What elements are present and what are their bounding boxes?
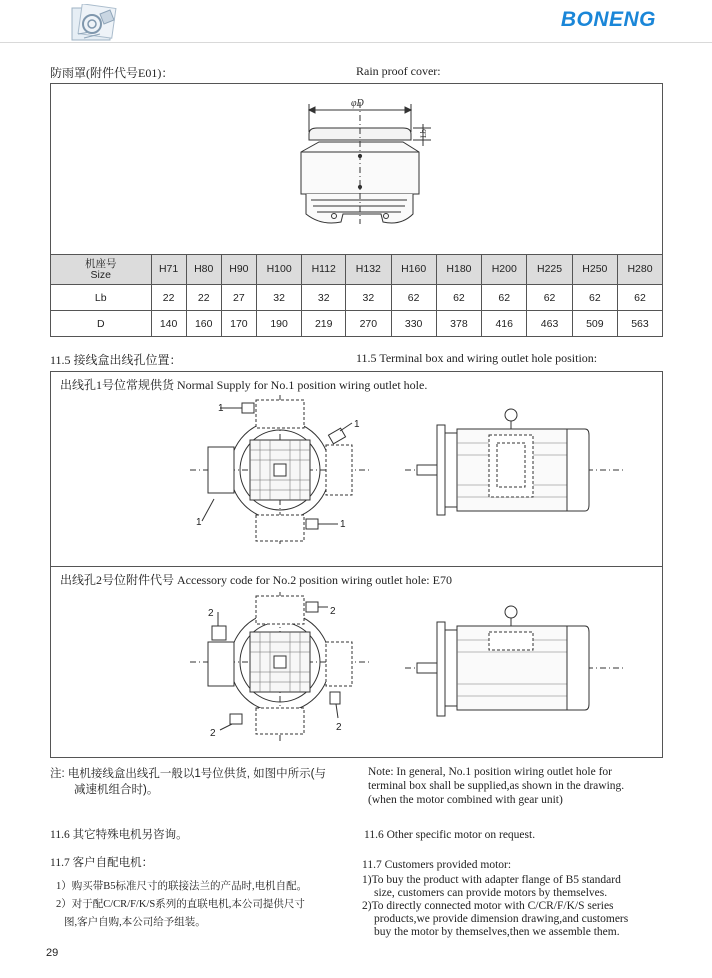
table-cell: 270	[346, 311, 391, 337]
rain-cover-title-en: Rain proof cover:	[356, 64, 441, 78]
outlet-label: 2	[330, 606, 336, 617]
table-cell: 330	[391, 311, 436, 337]
brand-logo-text: BONENG	[560, 8, 656, 31]
section-11-7-cn-item1: 1）购买带B5标准尺寸的联接法兰的产品时,电机自配。	[56, 881, 308, 892]
header-divider	[0, 42, 712, 43]
table-header-row	[51, 255, 662, 285]
table-cell: 32	[256, 285, 301, 311]
table-header-cell	[51, 255, 151, 285]
size-cell: H80	[186, 255, 221, 285]
header-cn: 机座号	[85, 257, 117, 270]
table-cell: 463	[527, 311, 572, 337]
table-cell: 32	[302, 285, 346, 311]
table-cell: 62	[617, 285, 662, 311]
dim-phi-d: φD	[351, 98, 364, 109]
row-label: D	[51, 311, 151, 337]
section-11-7-en-item2-line3: buy the motor by themselves,then we assemble them.	[374, 926, 620, 938]
table-cell: 563	[617, 311, 662, 337]
size-cell: H250	[572, 255, 617, 285]
motor-front-view-pos1	[190, 395, 380, 545]
motor-front-view-pos2	[190, 592, 380, 742]
section-11-7-cn-item2-line1: 2）对于配C/CR/F/K/S系列的直联电机,本公司提供尺寸	[56, 899, 305, 910]
section-11-7-en-title: 11.7 Customers provided motor:	[362, 859, 512, 871]
table-cell: 62	[572, 285, 617, 311]
table-cell: 160	[186, 311, 221, 337]
outlet-label: 1	[218, 403, 224, 414]
motor-side-view-pos1	[405, 405, 625, 525]
terminal-title-en: 11.5 Terminal box and wiring outlet hole position:	[356, 351, 598, 365]
note-cn-line2: 减速机组合时)。	[74, 784, 159, 796]
table-cell: 509	[572, 311, 617, 337]
size-cell: H225	[527, 255, 572, 285]
table-cell: 62	[527, 285, 572, 311]
size-cell: H160	[391, 255, 436, 285]
section-11-7-cn-title: 11.7 客户自配电机：	[50, 857, 154, 869]
row-label: Lb	[51, 285, 151, 311]
outlet-label: 1	[196, 517, 202, 528]
note-cn-line1: 注: 电机接线盒出线孔一般以1号位供货, 如图中所示(与	[50, 768, 327, 780]
outlet-label: 1	[354, 419, 360, 430]
section-11-7-en-item2-line2: products,we provide dimension drawing,and customers	[374, 913, 629, 925]
outlet-label: 2	[208, 608, 214, 619]
pos1-caption: 出线孔1号位常规供货 Normal Supply for No.1 position wiring outlet hole.	[60, 378, 428, 392]
table-cell: 62	[482, 285, 527, 311]
size-cell: H100	[256, 255, 301, 285]
table-cell: 62	[391, 285, 436, 311]
table-cell: 416	[482, 311, 527, 337]
section-11-6-en: 11.6 Other specific motor on request.	[364, 829, 536, 841]
header-en: Size	[90, 268, 111, 281]
table-cell: 378	[436, 311, 481, 337]
table-cell: 219	[302, 311, 346, 337]
table-cell: 190	[256, 311, 301, 337]
rain-cover-drawing	[51, 84, 662, 254]
logo-icon	[70, 4, 122, 44]
terminal-title-cn: 11.5 接线盒出线孔位置：	[50, 353, 182, 367]
table-cell: 140	[151, 311, 186, 337]
outlet-label: 2	[336, 722, 342, 733]
table-cell: 27	[221, 285, 256, 311]
section-11-7-cn-item2-line2: 图,客户自购,本公司给予组装。	[64, 917, 206, 928]
size-cell: H180	[436, 255, 481, 285]
page-number: 29	[46, 947, 59, 959]
table-cell: 170	[221, 311, 256, 337]
terminal-panel-divider	[50, 566, 663, 567]
note-en-line3: (when the motor combined with gear unit)	[368, 794, 563, 806]
note-en-line1: Note: In general, No.1 position wiring outlet hole for	[368, 766, 613, 778]
outlet-label: 2	[210, 728, 216, 739]
size-cell: H280	[617, 255, 662, 285]
section-11-7-en-item1-line2: size, customers can provide motors by themselves.	[374, 887, 608, 899]
size-cell: H132	[346, 255, 391, 285]
motor-side-view-pos2	[405, 600, 625, 725]
rain-cover-table	[51, 254, 662, 337]
table-cell: 32	[346, 285, 391, 311]
outlet-label: 1	[340, 519, 346, 530]
table-row	[51, 285, 662, 311]
rain-cover-title-cn: 防雨罩(附件代号E01)：	[50, 66, 174, 80]
table-row	[51, 311, 662, 337]
dim-lb: Lb	[419, 129, 428, 138]
table-cell: 62	[436, 285, 481, 311]
size-cell: H90	[221, 255, 256, 285]
section-11-7-en-item2-line1: 2)To directly connected motor with C/CR/F/K/S series	[362, 900, 614, 912]
table-cell: 22	[151, 285, 186, 311]
size-cell: H71	[151, 255, 186, 285]
note-en-line2: terminal box shall be supplied,as shown in the drawing.	[368, 780, 625, 792]
section-11-7-en-item1-line1: 1)To buy the product with adapter flange of B5 standard	[362, 874, 621, 886]
pos2-caption: 出线孔2号位附件代号 Accessory code for No.2 position wiring outlet hole: E70	[60, 573, 452, 587]
table-cell: 22	[186, 285, 221, 311]
section-11-6-cn: 11.6 其它特殊电机另咨询。	[50, 829, 188, 841]
rain-cover-panel	[50, 83, 663, 337]
size-cell: H112	[302, 255, 346, 285]
size-cell: H200	[482, 255, 527, 285]
